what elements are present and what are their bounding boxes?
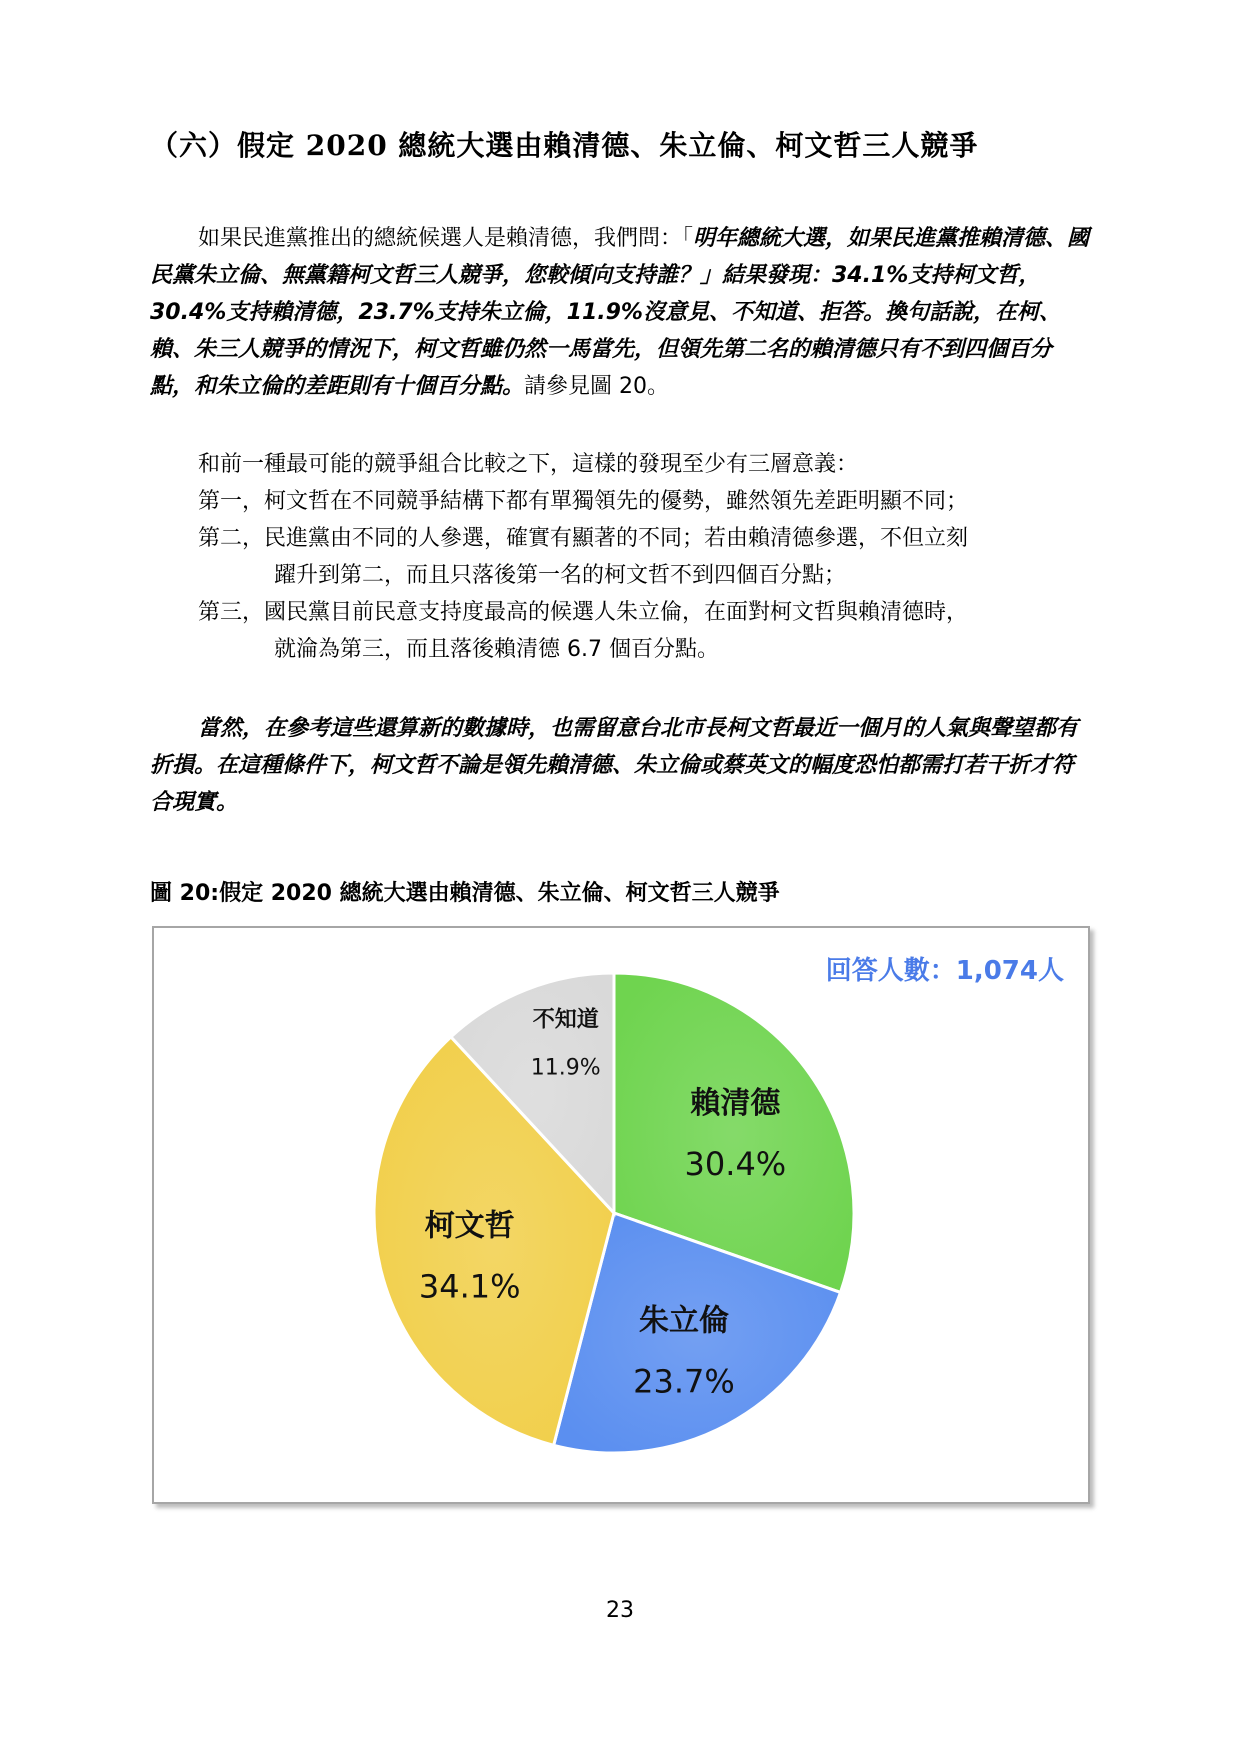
point-3-line-1: 第三，國民黨目前民意支持度最高的候選人朱立倫，在面對柯文哲與賴清德時， [198,600,969,625]
slice-dont-know-name-label: 不知道 [532,1007,599,1033]
figure-caption: 圖 20:假定 2020 總統大選由賴清德、朱立倫、柯文哲三人競爭 [150,881,780,906]
respondents-label: 回答人數：1,074人 [825,956,1064,986]
point-2-line-2: 躍升到第二，而且只落後第一名的柯文哲不到四個百分點； [274,563,847,588]
paragraph-1 [150,220,1090,405]
paragraph-1-emphasis: 明年總統大選，如果民進黨推賴清德、國民黨朱立倫、無黨籍柯文哲三人競爭，您較傾向支持誰？」結果發現：34.1%支持柯文哲，30.4%支持賴清德，23.7%支持朱立倫，11.9%沒意見、不知道、拒答。換句話說，在柯、賴、朱三人競爭的情況下，柯文哲雖仍然一馬當先，但領先第二名的賴清德只有不到四個百分點，和朱立倫的差距則有十個百分點。 [150,226,1090,399]
paragraph-1-tail: 請參見圖 20。 [524,374,670,399]
point-1: 第一，柯文哲在不同競爭結構下都有單獨領先的優勢，雖然領先差距明顯不同； [198,489,969,514]
paragraph-1-intro: 如果民進黨推出的總統候選人是賴清德，我們問：「 [198,226,694,251]
paragraph-3: 當然，在參考這些還算新的數據時，也需留意台北市長柯文哲最近一個月的人氣與聲望都有折損。在這種條件下，柯文哲不論是領先賴清德、朱立倫或蔡英文的幅度恐怕都需打若干折才符合現實。 [150,716,1079,815]
slice-ko-wen-je-name-label: 柯文哲 [424,1208,515,1244]
slice-ko-wen-je-value-label: 34.1% [418,1267,521,1306]
slice-dont-know-value-label: 11.9% [530,1055,601,1081]
page-number: 23 [606,1598,634,1623]
slice-eric-chu-name-label: 朱立倫 [638,1303,729,1339]
point-2-line-1: 第二，民進黨由不同的人參選，確實有顯著的不同；若由賴清德參選，不但立刻 [198,526,969,551]
paragraph-2-lead: 和前一種最可能的競爭組合比較之下，這樣的發現至少有三層意義： [198,452,859,477]
slice-eric-chu-value-label: 23.7% [633,1362,735,1401]
pie-chart-frame [152,926,1090,1504]
slice-lai-ching-te-name-label: 賴清德 [690,1085,781,1121]
slice-lai-ching-te-value-label: 30.4% [684,1144,787,1183]
pie-chart [154,928,1088,1502]
point-3-line-2: 就淪為第三，而且落後賴清德 6.7 個百分點。 [274,637,719,662]
paragraph-2 [150,446,1090,668]
section-heading: （六）假定 2020 總統大選由賴清德、朱立倫、柯文哲三人競爭 [150,129,979,162]
